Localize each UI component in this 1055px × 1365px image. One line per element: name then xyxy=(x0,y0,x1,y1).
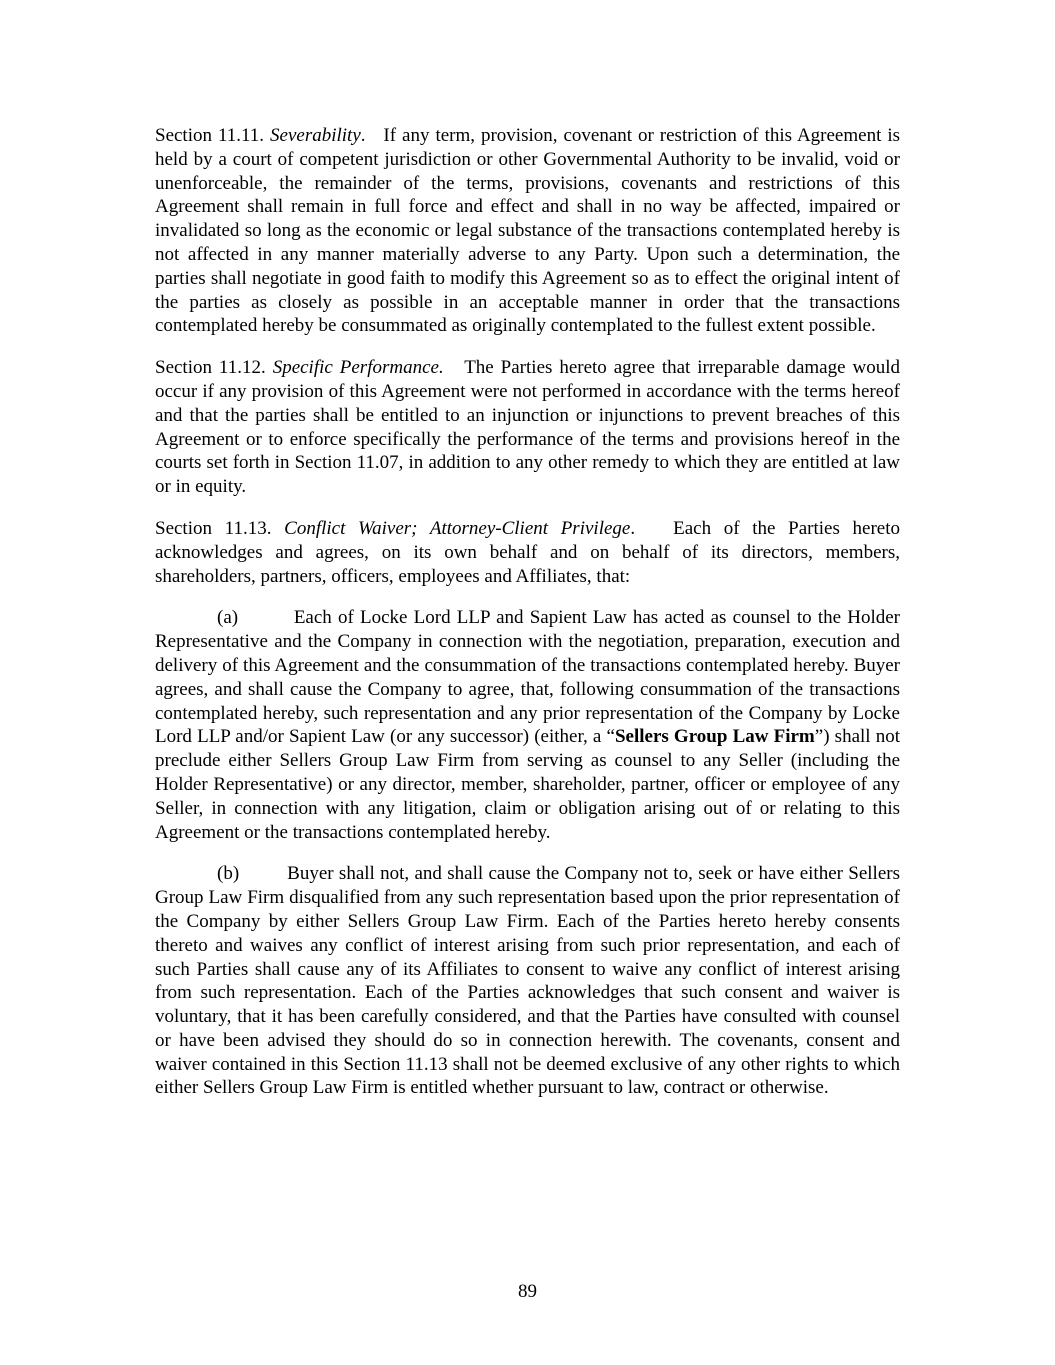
section-11-11-paragraph xyxy=(155,124,900,338)
page-number: 89 xyxy=(518,1281,537,1302)
section-body: Each of the Parties hereto acknowledges and agrees, on its own behalf and on behalf of its directors, members, shareholders, partners, officers, employees and Affiliates, that: xyxy=(155,517,901,587)
section-title: Severability xyxy=(270,125,361,146)
clause-b-paragraph xyxy=(155,862,900,1100)
section-body: The Parties hereto agree that irreparable damage would occur if any provision of this Agreement were not performed in accordance with the terms hereof and that the parties shall be entitled to an injunction or injunctions to prevent breaches of this Agreement or to enforce specifically the performance of the terms and provisions hereof in the courts set forth in Section 11.07, in addition to any other remedy to which they are entitled at law or in equity. xyxy=(155,357,900,498)
section-title: Conflict Waiver; Attorney-Client Privilege xyxy=(284,517,631,539)
defined-term: Sellers Group Law Firm xyxy=(614,726,815,748)
clause-label: (b) xyxy=(217,863,240,885)
section-11-13-paragraph xyxy=(155,517,900,588)
section-11-12-paragraph xyxy=(155,356,900,499)
section-body: If any term, provision, covenant or restriction of this Agreement is held by a court of competent jurisdiction or other Governmental Authority to be invalid, void or unenforceable, the remainder of the terms, provisions, covenants and restrictions of this Agreement shall remain in full force and effect and shall in no way be affected, impaired or invalidated so long as the economic or legal substance of the transactions contemplated hereby is not affected in any manner materially adverse to any Party. Upon such a determination, the parties shall negotiate in good faith to modify this Agreement so as to effect the original intent of the parties as closely as possible in an acceptable manner in order that the transactions contemplated hereby be consummated as originally contemplated to the fullest extent possible. xyxy=(155,125,900,337)
clause-body-after: ”) shall not preclude either Sellers Group Law Firm from serving as counsel to any Seller (including the Holder Representative) or any director, member, shareholder, partner, officer or employee of any Seller, in connection with any litigation, claim or obligation arising out of or relating to this Agreement or the transactions contemplated hereby. xyxy=(155,726,900,843)
section-title: Specific Performance. xyxy=(272,357,444,379)
section-number: Section 11.12. xyxy=(155,357,266,379)
clause-body: Buyer shall not, and shall cause the Company not to, seek or have either Sellers Group Law Firm disqualified from any such representation based upon the prior representation of the Company by either Sellers Group Law Firm. Each of the Parties hereto hereby consents thereto and waives any conflict of interest arising from such prior representation, and each of such Parties shall cause any of its Affiliates to consent to waive any conflict of interest arising from such representation. Each of the Parties acknowledges that such consent and waiver is voluntary, that it has been carefully considered, and that the Parties have consulted with counsel or have been advised they should do so in connection herewith. The covenants, consent and waiver contained in this Section 11.13 shall not be deemed exclusive of any other rights to which either Sellers Group Law Firm is entitled whether pursuant to law, contract or otherwise. xyxy=(155,863,900,1099)
section-title-period: . xyxy=(630,517,636,539)
clause-label: (a) xyxy=(217,607,239,629)
section-title-period: . xyxy=(360,125,366,146)
document-page xyxy=(155,124,900,1118)
clause-a-paragraph xyxy=(155,606,900,844)
section-number: Section 11.13. xyxy=(155,517,272,539)
section-number: Section 11.11. xyxy=(155,125,265,146)
clause-body-before: Each of Locke Lord LLP and Sapient Law has acted as counsel to the Holder Representative and the Company in connection with the negotiation, preparation, execution and delivery of this Agreement and the consummation of the transactions contemplated hereby. Buyer agrees, and shall cause the Company to agree, that, following consummation of the transactions contemplated hereby, such representation and any prior representation of the Company by Locke Lord LLP and/or Sapient Law (or any successor) (either, a “ xyxy=(155,607,900,748)
